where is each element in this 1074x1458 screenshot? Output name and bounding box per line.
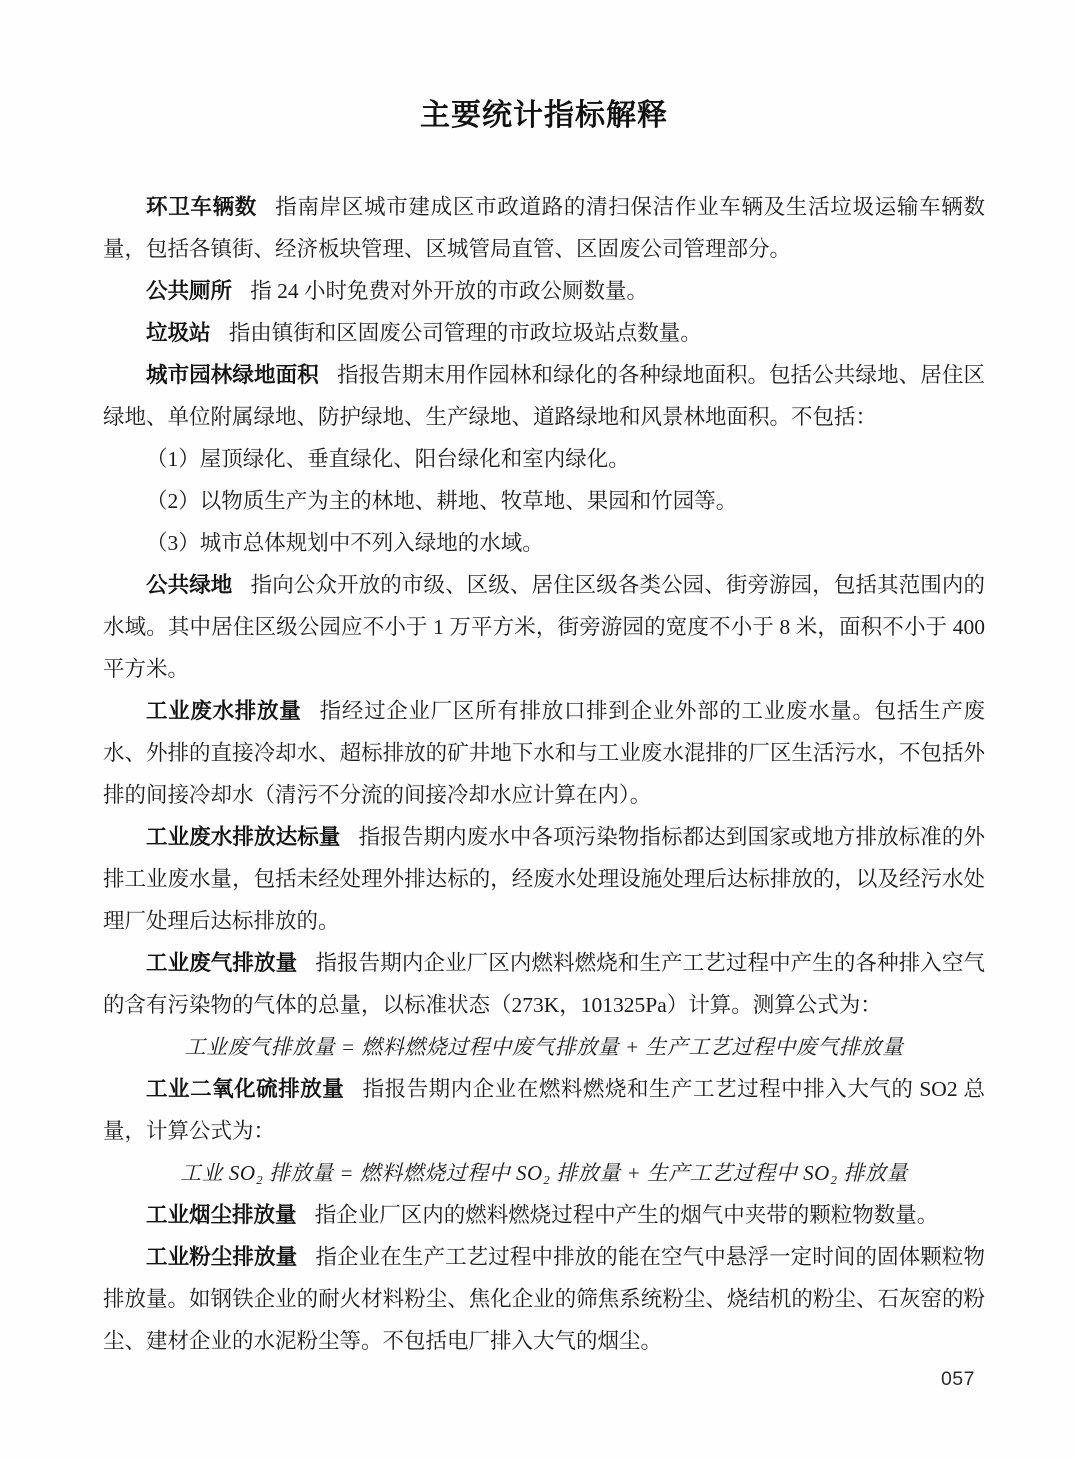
term-label: 工业粉尘排放量 bbox=[146, 1245, 298, 1269]
definition-text: 指南岸区城市建成区市政道路的清扫保洁作业车辆及生活垃圾运输车辆数量，包括各镇街、经济板块管理、区城管局直管、区固废公司管理部分。 bbox=[103, 195, 985, 261]
page-content bbox=[103, 0, 985, 1362]
page-title: 主要统计指标解释 bbox=[420, 99, 668, 132]
definition-paragraph bbox=[103, 270, 985, 312]
term-label: 工业二氧化硫排放量 bbox=[146, 1077, 345, 1101]
definition-text: 指经过企业厂区所有排放口排到企业外部的工业废水量。包括生产废水、外排的直接冷却水、超标排放的矿井地下水和与工业废水混排的厂区生活污水，不包括外排的间接冷却水（清污不分流的间接冷却水应计算在内）。 bbox=[103, 699, 985, 807]
page-number: 057 bbox=[940, 1368, 975, 1390]
definition-paragraph bbox=[103, 690, 985, 816]
list-item: （2）以物质生产为主的林地、耕地、牧草地、果园和竹园等。 bbox=[146, 489, 738, 513]
definition-paragraph bbox=[103, 312, 985, 354]
formula-line: 工业 SO₂ 排放量 = 燃料燃烧过程中 SO₂ 排放量 + 生产工艺过程中 SO₂ 排放量 bbox=[180, 1161, 908, 1185]
definition-text: 指 24 小时免费对外开放的市政公厕数量。 bbox=[250, 279, 649, 303]
term-label: 工业废气排放量 bbox=[146, 951, 298, 975]
term-label: 环卫车辆数 bbox=[146, 195, 258, 219]
definition-paragraph bbox=[103, 942, 985, 1026]
definition-paragraph bbox=[103, 564, 985, 690]
definition-text: 指企业在生产工艺过程中排放的能在空气中悬浮一定时间的固体颗粒物排放量。如钢铁企业的耐火材料粉尘、焦化企业的筛焦系统粉尘、烧结机的粉尘、石灰窑的粉尘、建材企业的水泥粉尘等。不包括电厂排入大气的烟尘。 bbox=[103, 1245, 985, 1353]
list-item: （3）城市总体规划中不列入绿地的水域。 bbox=[146, 531, 544, 555]
definition-text: 指由镇街和区固废公司管理的市政垃圾站点数量。 bbox=[228, 321, 702, 345]
formula-line: 工业废气排放量 = 燃料燃烧过程中废气排放量 + 生产工艺过程中废气排放量 bbox=[184, 1035, 904, 1059]
definition-paragraph bbox=[103, 186, 985, 270]
term-label: 公共绿地 bbox=[146, 573, 233, 597]
term-label: 工业废水排放达标量 bbox=[146, 825, 341, 849]
term-label: 城市园林绿地面积 bbox=[146, 363, 319, 387]
definition-text: 指报告期内企业厂区内燃料燃烧和生产工艺过程中产生的各种排入空气的含有污染物的气体的总量，以标准状态（273K，101325Pa）计算。测算公式为： bbox=[103, 951, 985, 1017]
term-label: 公共厕所 bbox=[146, 279, 233, 303]
term-label: 工业烟尘排放量 bbox=[146, 1203, 297, 1227]
definition-paragraph bbox=[103, 1194, 985, 1236]
definition-text: 指报告期末用作园林和绿化的各种绿地面积。包括公共绿地、居住区绿地、单位附属绿地、防护绿地、生产绿地、道路绿地和风景林地面积。不包括： bbox=[103, 363, 985, 429]
definition-text: 指报告期内废水中各项污染物指标都达到国家或地方排放标准的外排工业废水量，包括未经处理外排达标的，经废水处理设施处理后达标排放的，以及经污水处理厂处理后达标排放的。 bbox=[103, 825, 985, 933]
definition-text: 指企业厂区内的燃料燃烧过程中产生的烟气中夹带的颗粒物数量。 bbox=[314, 1203, 939, 1227]
definition-paragraph bbox=[103, 816, 985, 942]
term-label: 工业废水排放量 bbox=[146, 699, 302, 723]
definition-paragraph bbox=[103, 1068, 985, 1152]
definition-text: 指向公众开放的市级、区级、居住区级各类公园、街旁游园，包括其范围内的水域。其中居住区级公园应不小于 1 万平方米，街旁游园的宽度不小于 8 米，面积不小于 400 平方米。 bbox=[103, 573, 985, 681]
term-label: 垃圾站 bbox=[146, 321, 211, 345]
list-item: （1）屋顶绿化、垂直绿化、阳台绿化和室内绿化。 bbox=[146, 447, 630, 471]
definition-paragraph bbox=[103, 1236, 985, 1362]
definition-paragraph bbox=[103, 354, 985, 438]
definition-text: 指报告期内企业在燃料燃烧和生产工艺过程中排入大气的 SO2 总量，计算公式为： bbox=[103, 1077, 985, 1143]
